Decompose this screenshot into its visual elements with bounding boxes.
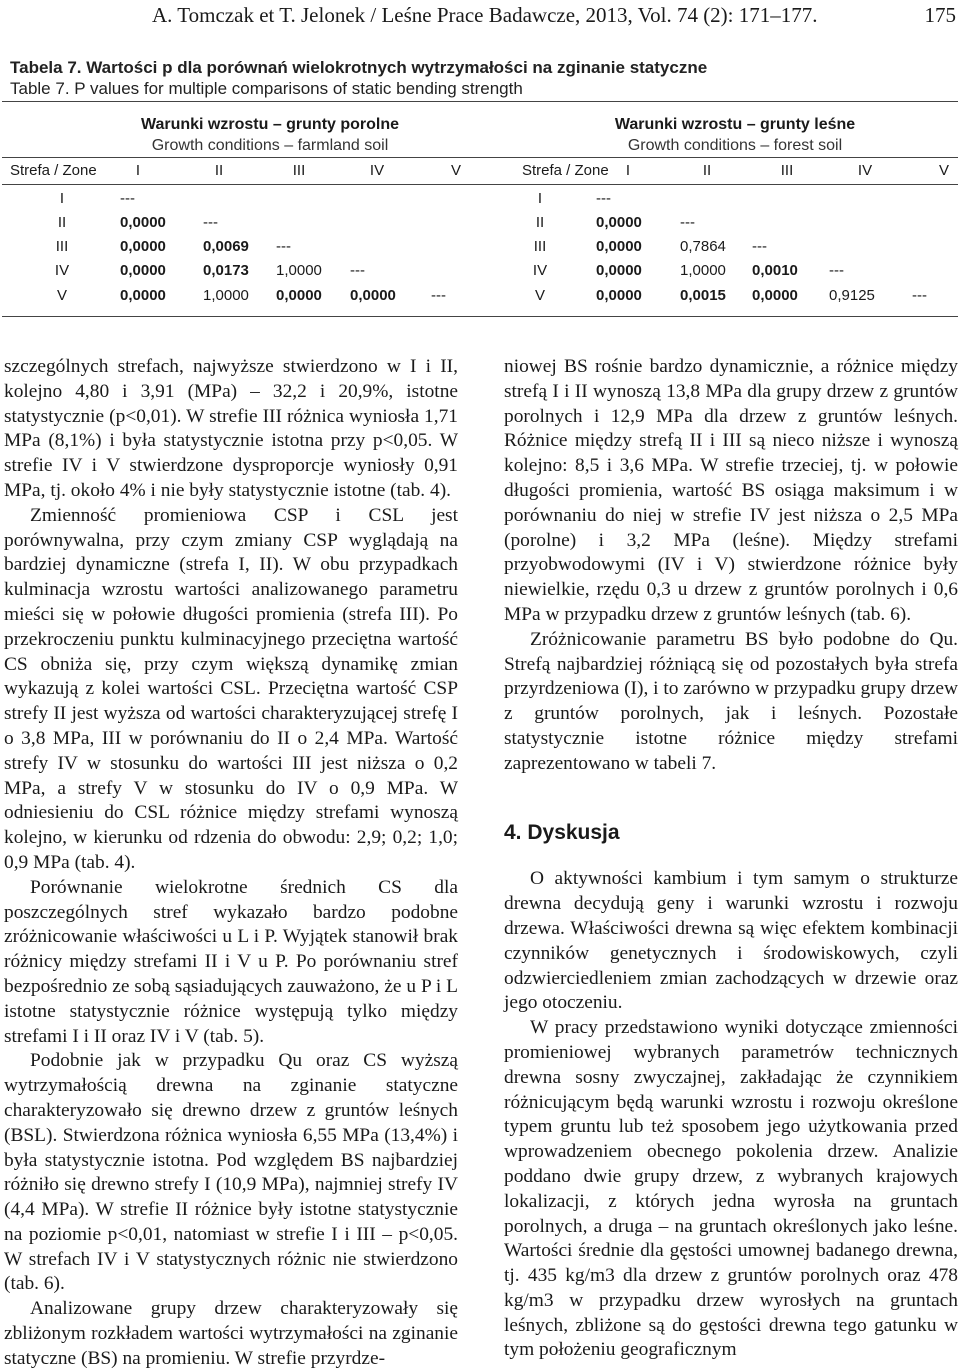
table-caption-pl: Tabela 7. Wartości p dla porównań wielokrotnych wytrzymałości na zginanie statyczne — [10, 58, 708, 77]
group-header-farmland-en: Growth conditions – farmland soil — [151, 137, 389, 154]
zone-col-header: I — [135, 162, 141, 179]
running-title: A. Tomczak et T. Jelonek / Leśne Prace Badawcze, 2013, Vol. 74 (2): 171–177. — [152, 3, 818, 27]
body-column-left — [4, 355, 458, 1372]
group-header-forest-en: Growth conditions – forest soil — [627, 137, 843, 154]
p-value-cell: 0,0000 — [120, 238, 166, 255]
row-zone-label: V — [56, 287, 67, 304]
p-value-cell: 0,0000 — [752, 287, 798, 304]
p-value-cell: 0,0015 — [680, 287, 726, 304]
paragraph: Zróżnicowanie parametru BS było podobne do Qu. Strefą najbardziej różniącą się od pozostałych była strefa przyrdzeniowa (I), i to zarówno w przypadku grupy drzew z gruntów porolnych, jak i leśnych. Pozostałe statystycznie istotne różnice między strefami zaprezentowano w tabeli 7. — [504, 628, 958, 774]
p-value-cell: 0,0010 — [752, 262, 798, 279]
row-zone-label: II — [57, 214, 67, 231]
group-header-forest-pl: Warunki wzrostu – grunty leśne — [614, 116, 856, 133]
paragraph: O aktywności kambium i tym samym o strukturze drewna decydują geny i warunki wzrostu i rozwoju drzewa. Właściwości drewna są więc efektem kombinacji czynników genetycznych i środowiskowych, czyli odzwierciedleniem zmian zachodzących w drzewie oraz jego otoczeniu. — [504, 868, 958, 1014]
row-zone-label: III — [533, 238, 547, 255]
p-value-cell: 1,0000 — [276, 262, 322, 279]
p-value-cell: 0,0000 — [596, 238, 642, 255]
p-value-cell: 0,0000 — [350, 287, 396, 304]
zone-col-header: II — [214, 162, 224, 179]
zone-col-header: IV — [857, 162, 873, 179]
p-value-cell: --- — [120, 190, 135, 207]
p-value-cell: 0,7864 — [680, 238, 726, 255]
table-subheader-rule — [2, 184, 958, 185]
paragraph: Porównanie wielokrotne średnich CS dla poszczególnych stref wykazało bardzo podobne zróżnicowanie właściwości u L i P. Wyjątek stanowił brak różnicy między strefami II i V u P. Po porównaniu stref bezpośrednio ze sobą sąsiadujących zauważono, że u P i L istotne statystycznie różnice występują tylko między strefami I i II oraz IV i V (tab. 5). — [4, 876, 458, 1047]
p-value-cell: --- — [680, 214, 695, 231]
section-heading: 4. Dyskusja — [504, 820, 620, 844]
row-zone-label: V — [534, 287, 545, 304]
p-value-cell: --- — [203, 214, 218, 231]
zone-col-header: V — [938, 162, 949, 179]
paragraph: Podobnie jak w przypadku Qu oraz CS wyższą wytrzymałością drewna na zginanie statyczne charakteryzowało się drewno drzew z gruntów leśnych (BSL). Stwierdzona różnica wyniosła 6,55 MPa (13,4%) i była statystycznie istotna. Pod względem BS najbardziej różniło się drewno strefy I (10,9 MPa), najmniej strefy IV (4,4 MPa). W strefie II różnice były istotne statystycznie na poziomie p<0,01, natomiast w strefie I i III – p<0,05. W strefach IV i V statystycznych różnic nie stwierdzono (tab. 6). — [4, 1050, 458, 1295]
p-value-cell: 1,0000 — [680, 262, 726, 279]
row-zone-label: IV — [54, 262, 70, 279]
paragraph: szczególnych strefach, najwyższe stwierdzono w I i II, kolejno 4,80 i 3,91 (MPa) – 32,2 i 20,9%, istotne statystycznie (p<0,01). W strefie III różnica wyniosła 1,71 MPa (8,1%) i była statystycznie istotna przy p<0,05. W strefie IV i V stwierdzone dysproporcje wyniosły 0,91 MPa, tj. około 4% i nie były statystycznie istotne (tab. 4). — [4, 356, 458, 501]
table-header-rule — [2, 157, 958, 158]
p-value-cell: 0,0000 — [120, 214, 166, 231]
p-value-cell: --- — [431, 287, 446, 304]
p-value-cell: --- — [829, 262, 844, 279]
p-value-cell: 0,0000 — [596, 287, 642, 304]
running-header — [0, 0, 960, 34]
zone-col-header: III — [780, 162, 794, 179]
p-value-cell: --- — [596, 190, 611, 207]
zone-col-header: I — [625, 162, 631, 179]
row-zone-label: I — [59, 190, 65, 207]
row-zone-label: III — [55, 238, 69, 255]
paragraph: Analizowane grupy drzew charakteryzowały się zbliżonym rozkładem wartości wytrzymałości na zginanie statyczne (BS) na promieniu. W strefie przyrdze- — [4, 1298, 458, 1369]
group-header-farmland-pl: Warunki wzrostu – grunty porolne — [140, 116, 400, 133]
zone-header-right: Strefa / Zone — [522, 162, 609, 179]
zone-col-header: V — [450, 162, 461, 179]
row-zone-label: II — [535, 214, 545, 231]
table-bottom-rule — [2, 316, 958, 317]
p-value-cell: --- — [350, 262, 365, 279]
zone-col-header: III — [292, 162, 306, 179]
zone-col-header: II — [702, 162, 712, 179]
p-value-cell: --- — [912, 287, 927, 304]
table-top-rule — [2, 101, 958, 102]
paragraph: niowej BS rośnie bardzo dynamicznie, a różnice między strefą I i II wynoszą 13,8 MPa dla grupy drzew z gruntów porolnych i 12,9 MPa dla drzew z gruntów leśnych. Różnice między strefą II i III są nieco niższe i wynoszą kolejno: 8,5 i 3,6 MPa. W strefie trzeciej, tj. w połowie długości promienia, wartość BS osiąga maksimum i w porównaniu do niej w strefie IV jest niższa o 2,5 MPa (porolne) i 3,2 MPa (leśne). Między strefami przyobwodowymi (IV i V) stwierdzone różnice były niewielkie, rzędu 0,3 u drzew z gruntów porolnych i 0,6 MPa w przypadku drzew z gruntów leśnych (tab. 6). — [504, 356, 958, 625]
p-value-cell: 0,0173 — [203, 262, 249, 279]
p-value-cell: 0,9125 — [829, 287, 875, 304]
p-value-cell: 0,0000 — [596, 214, 642, 231]
group-header-forest — [560, 114, 910, 156]
paragraph: Zmienność promieniowa CSP i CSL jest porównywalna, przy czym zmiany CSP wyglądają na bardziej dynamiczne (strefa I, II). W obu przypadkach kulminacja wzrostu wartości analizowanego parametru mieści się w połowie długości promienia (strefa III). Po przekroczeniu punktu kulminacyjnego przeciętna wartość CS obniża się, przy czym większą dynamikę zmian wykazują z kolei wartości CSL. Przeciętna wartość CSP strefy II jest wyższa od wartości charakteryzującej strefę I o 3,8 MPa, III w porównaniu do II o 2,4 MPa. Wartość strefy IV w stosunku do wartości III jest niższa o 0,2 MPa, a strefy V w stosunku do IV o 0,9 MPa. W odniesieniu do CSL różnice między strefami wynoszą kolejno, w kierunku od rdzenia do obwodu: 2,9; 0,2; 1,0; 0,9 MPa (tab. 4). — [4, 504, 458, 873]
p-value-cell: 0,0000 — [120, 262, 166, 279]
paragraph: W pracy przedstawiono wyniki dotyczące zmienności promieniowej wybranych parametrów technicznych drewna sosny zwyczajnej, zakładając że czynnikiem różnicującym będą warunki wzrostu i rozwoju określone typem gruntu lub też sposobem jego użytkowania przed wprowadzeniem obecnego pokolenia drzew. Analizie poddano dwie grupy drzew, z wybranych krajowych lokalizacji, z których jedna wyrosła na gruntach porolnych, a druga – na gruntach określonych jako leśne. Wartości średnie dla gęstości umownej badanego drewna, tj. 435 kg/m3 dla drzew z gruntów porolnych oraz 478 kg/m3 w przypadku drzew wyrosłych na gruntach leśnych, zbliżone są do gęstości drewna tego gatunku w tym położeniu geograficznym — [504, 1017, 958, 1361]
p-value-cell: 0,0000 — [596, 262, 642, 279]
zone-col-header: IV — [369, 162, 385, 179]
row-zone-label: I — [537, 190, 543, 207]
p-value-cell: --- — [276, 238, 291, 255]
p-value-cell: 0,0000 — [120, 287, 166, 304]
body-column-right — [504, 355, 958, 1363]
zone-header-left: Strefa / Zone — [10, 162, 97, 179]
p-value-cell: 1,0000 — [203, 287, 249, 304]
table-caption-en: Table 7. P values for multiple comparisons of static bending strength — [10, 79, 523, 98]
row-zone-label: IV — [532, 262, 548, 279]
p-value-cell: 0,0069 — [203, 238, 249, 255]
p-value-cell: --- — [752, 238, 767, 255]
page-number: 175 — [924, 3, 956, 27]
group-header-farmland — [95, 114, 445, 156]
p-value-cell: 0,0000 — [276, 287, 322, 304]
